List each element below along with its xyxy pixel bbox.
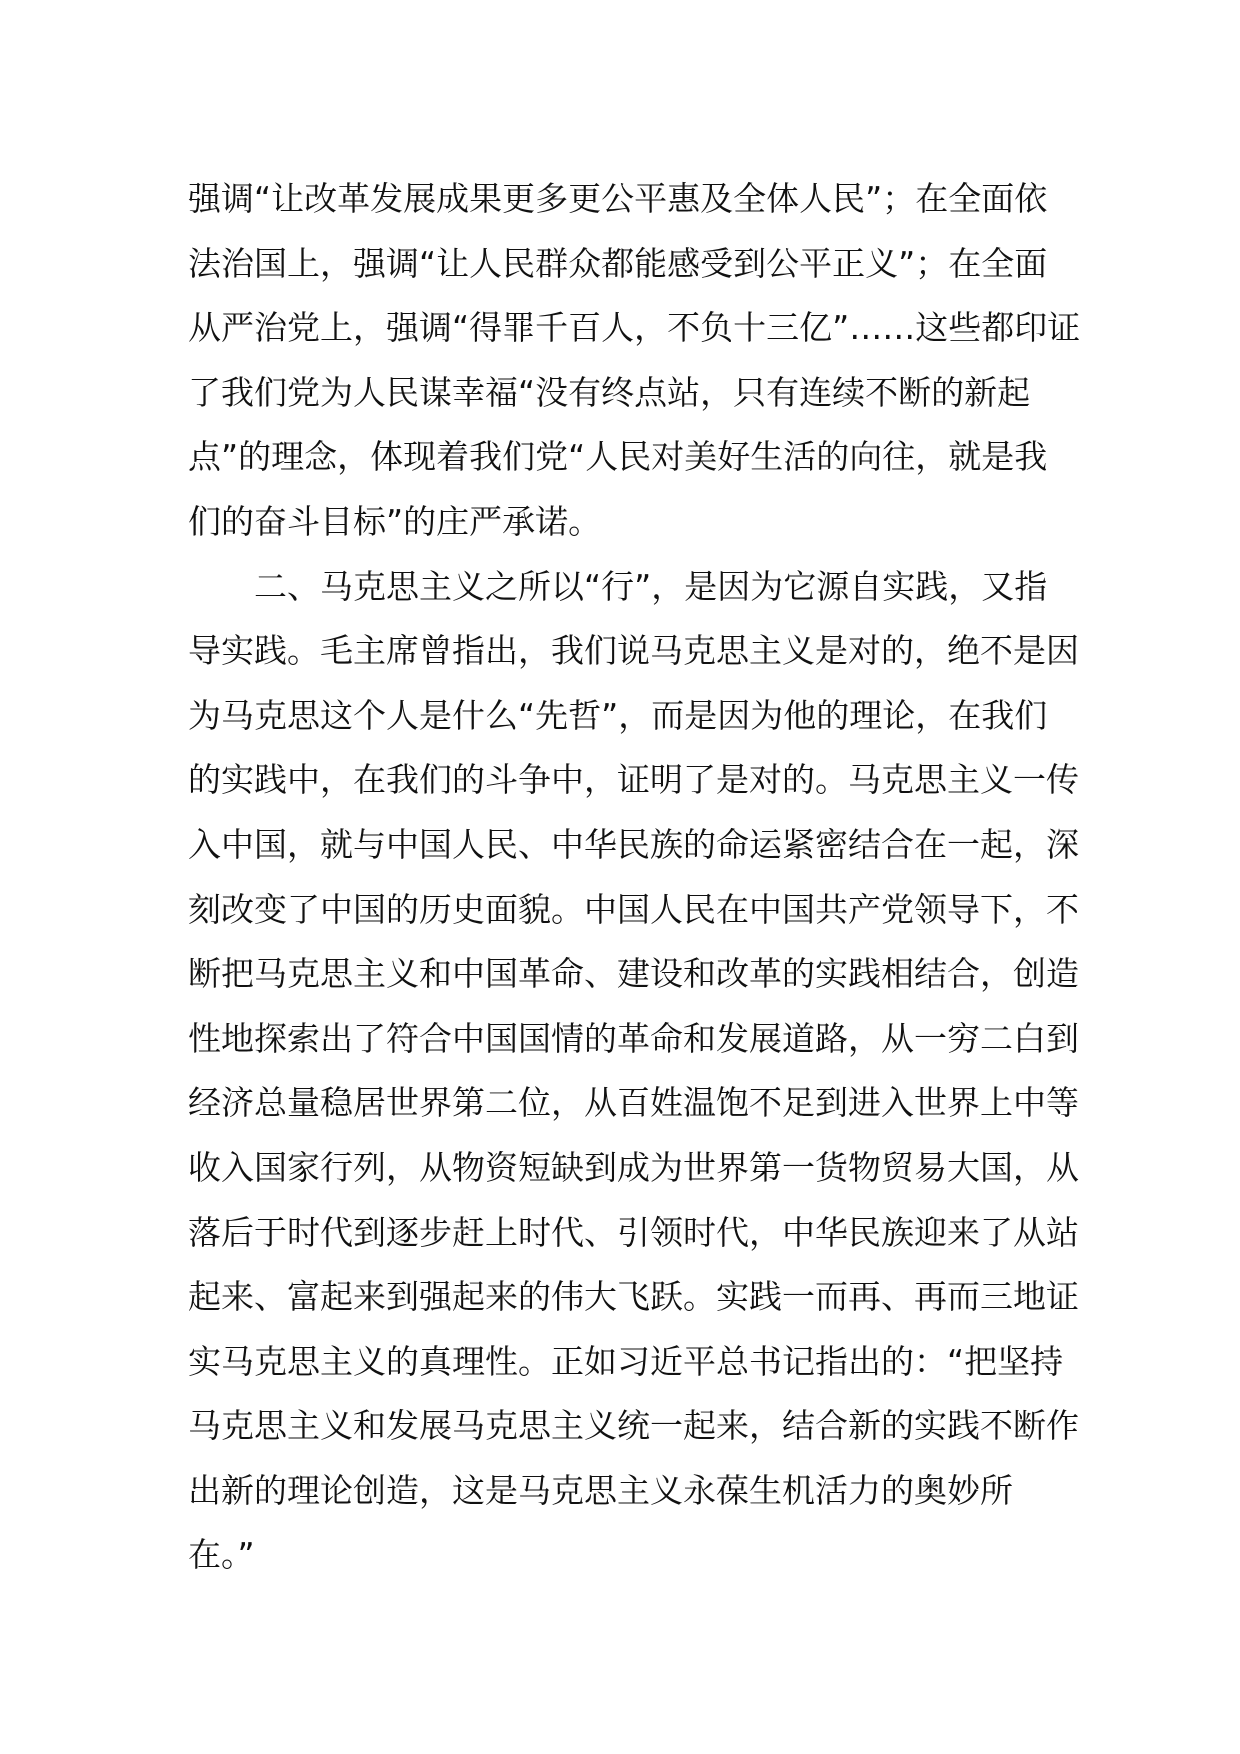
text-line: 在。”: [188, 1535, 255, 1575]
text-line: 实马克思主义的真理性。正如习近平总书记指出的：“把坚持: [188, 1341, 1064, 1381]
text-line: 马克思主义和发展马克思主义统一起来，结合新的实践不断作: [188, 1406, 1079, 1446]
text-line: 收入国家行列，从物资短缺到成为世界第一货物贸易大国，从: [188, 1147, 1079, 1187]
text-line: 法治国上，强调“让人民群众都能感受到公平正义”；在全面: [188, 243, 1048, 283]
text-line: 经济总量稳居世界第二位，从百姓温饱不足到进入世界上中等: [188, 1083, 1079, 1123]
text-line: 落后于时代到逐步赶上时代、引领时代，中华民族迎来了从站: [188, 1212, 1079, 1252]
text-line: 强调“让改革发展成果更多更公平惠及全体人民”；在全面依: [188, 179, 1048, 218]
text-line: 从严治党上，强调“得罪千百人，不负十三亿”……这些都印证: [188, 308, 1081, 348]
text-line: 性地探索出了符合中国国情的革命和发展道路，从一穷二白到: [188, 1018, 1079, 1058]
text-line: 导实践。毛主席曾指出，我们说马克思主义是对的，绝不是因: [188, 631, 1079, 671]
paragraph-start-line: 二、马克思主义之所以“行”，是因为它源自实践，又指: [254, 566, 1048, 606]
text-line: 出新的理论创造，这是马克思主义永葆生机活力的奥妙所: [188, 1470, 1013, 1510]
text-line: 了我们党为人民谋幸福“没有终点站，只有连续不断的新起: [188, 372, 1031, 412]
text-line: 刻改变了中国的历史面貌。中国人民在中国共产党领导下，不: [188, 889, 1079, 929]
text-line: 点”的理念，体现着我们党“人民对美好生活的向往，就是我: [188, 437, 1048, 477]
text-line: 们的奋斗目标”的庄严承诺。: [188, 501, 602, 541]
text-line: 为马克思这个人是什么“先哲”，而是因为他的理论，在我们: [188, 695, 1048, 735]
text-line: 断把马克思主义和中国革命、建设和改革的实践相结合，创造: [188, 954, 1079, 994]
body-text: [188, 167, 1081, 1588]
text-line: 的实践中，在我们的斗争中，证明了是对的。马克思主义一传: [188, 760, 1079, 800]
text-line: 起来、富起来到强起来的伟大飞跃。实践一而再、再而三地证: [188, 1277, 1079, 1317]
text-line: 入中国，就与中国人民、中华民族的命运紧密结合在一起，深: [188, 824, 1079, 864]
